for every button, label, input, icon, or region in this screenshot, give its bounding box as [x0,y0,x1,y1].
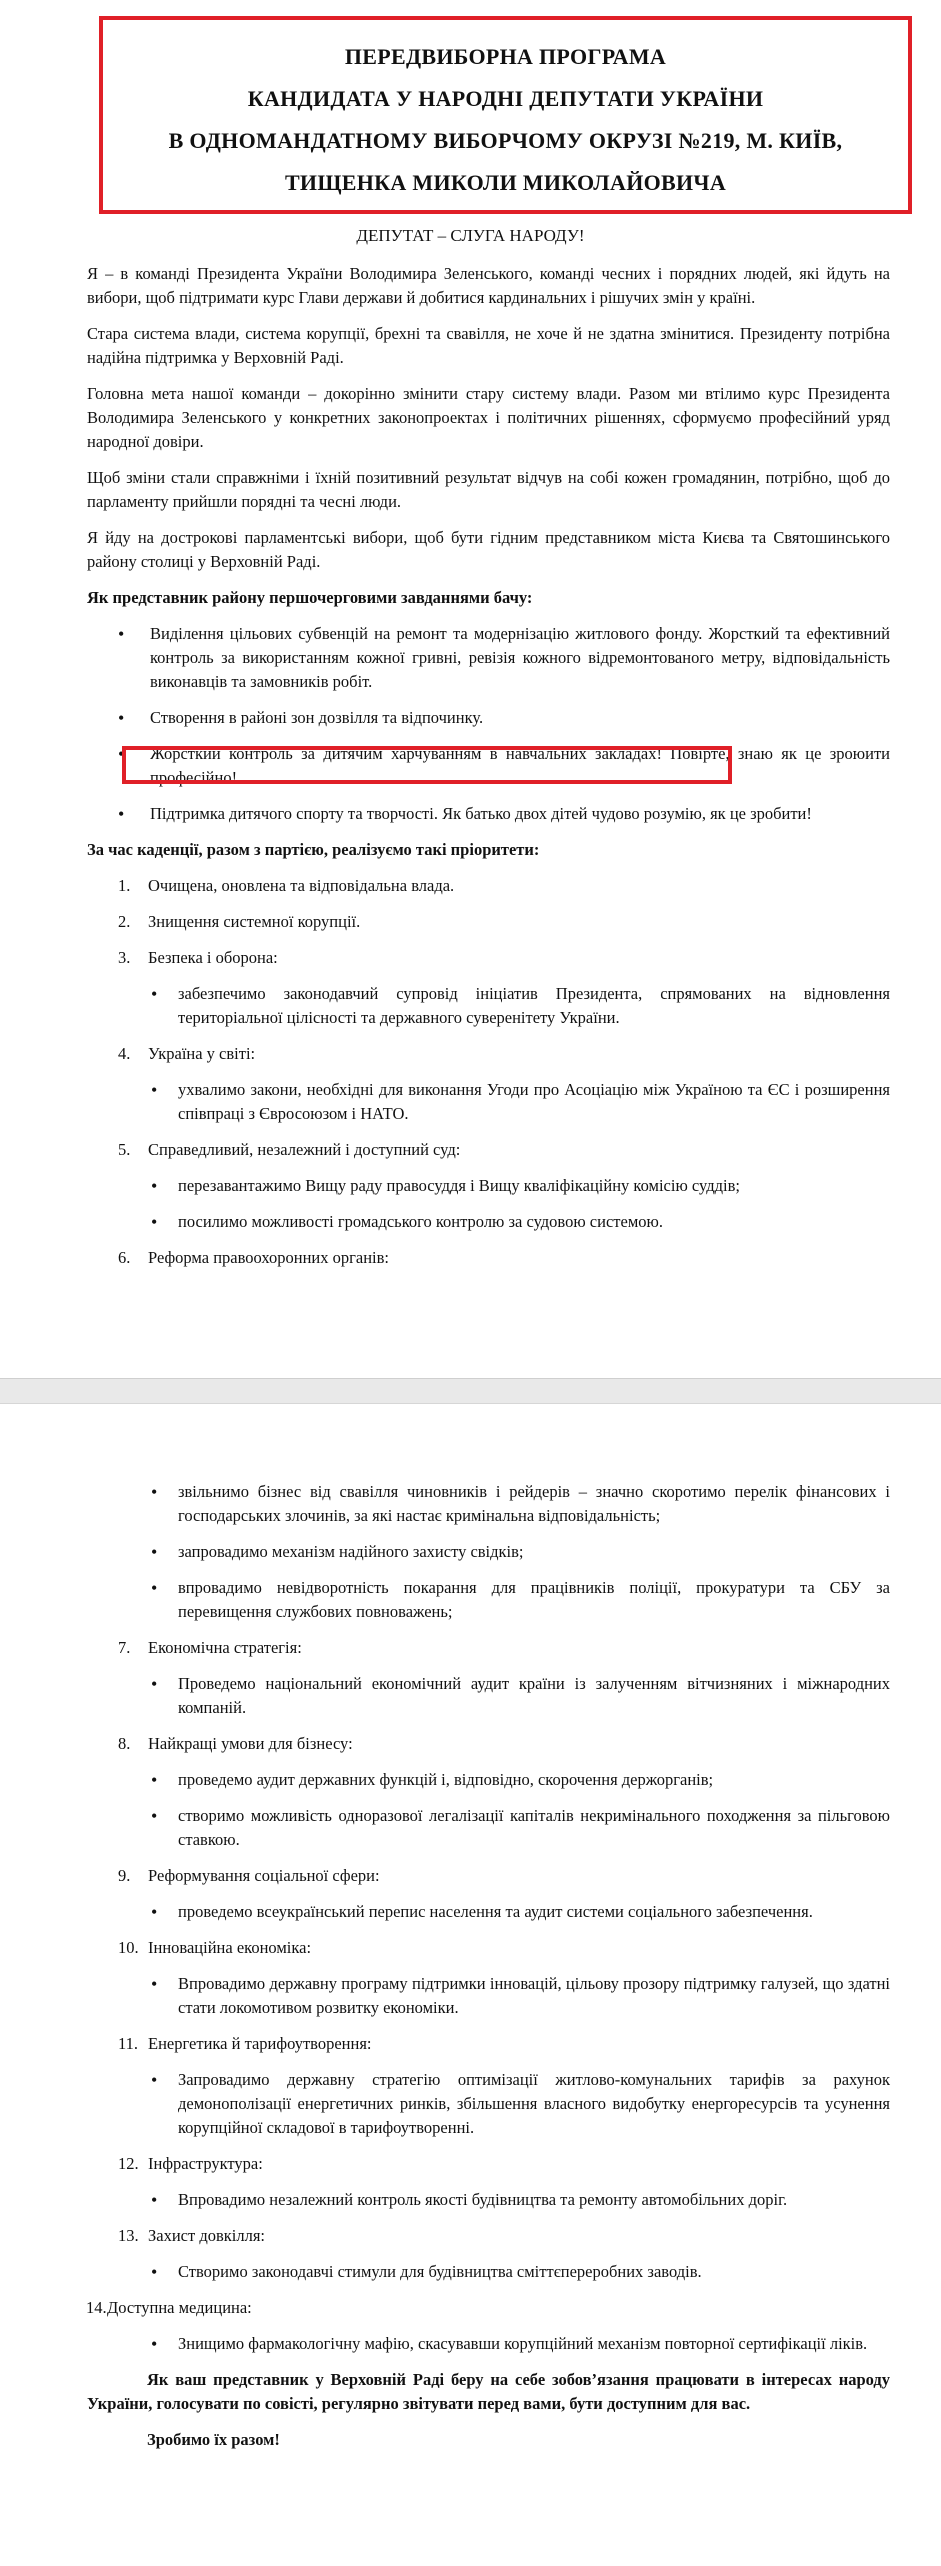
title-line: В ОДНОМАНДАТНОМУ ВИБОРЧОМУ ОКРУЗІ №219, М. КИЇВ, [168,128,843,153]
priorities-continued [87,1480,890,2464]
priority-subitem: • Запровадимо державну стратегію оптимізації житлово-комунальних тарифів за рахунок демонополізації енергетичних ринків, збільшення власного видобутку енергоресурсів та усунення корупційної складової в тарифоутворенні. [87,2068,890,2140]
priorities-list [87,874,890,1270]
district-task-item: • Підтримка дитячого спорту та творчості. Як батько двох дітей чудово розумію, як це зробити! [87,802,890,826]
priority-subitem: • Впровадимо незалежний контроль якості будівництва та ремонту автомобільних доріг. [87,2188,890,2212]
district-task-item-highlighted: • Жорсткий контроль за дитячим харчуванням в навчальних закладах! Повірте, знаю як це зроюити професійно! [87,742,890,790]
title-line: ТИЩЕНКА МИКОЛИ МИКОЛАЙОВИЧА [284,170,727,195]
priority-item [87,1864,890,1924]
priority-label: Інноваційна економіка: [148,1938,312,1957]
priority-item [87,1138,890,1234]
district-task-item: • Виділення цільових субвенцій на ремонт та модернізацію житлового фонду. Жорсткий та ефективний контроль за використанням кожної гривні, ревізія кожного відремонтованого метру, відповідальність виконавців та замовників робіт. [87,622,890,694]
district-task-item: • Створення в районі зон дозвілля та відпочинку. [87,706,890,730]
title-line: КАНДИДАТА У НАРОДНІ ДЕПУТАТИ УКРАЇНИ [247,86,764,111]
intro-paragraph: Я йду на дострокові парламентські вибори, щоб бути гідним представником міста Києва та Святошинського району столиці у Верховній Раді. [87,528,890,571]
priority-number: 4. [118,1044,131,1063]
priority-label: Доступна медицина: [107,2298,252,2317]
priority-item [87,2032,890,2140]
priority-subitem: • Проведемо національний економічний аудит країни із залученням вітчизняних і міжнародних компаній. [87,1672,890,1720]
priority-subitem: • Створимо законодавчі стимули для будівництва сміттєпереробних заводів. [87,2260,890,2284]
priority-item [87,910,890,934]
priority-number: 6. [118,1248,131,1267]
priority-number: 7. [118,1638,131,1657]
priorities-heading: За час каденції, разом з партією, реалізуємо такі пріоритети: [87,840,540,859]
priority-label: Захист довкілля: [148,2226,266,2245]
priority-label: Справедливий, незалежний і доступний суд: [148,1140,461,1159]
priority-subitem: • Впровадимо державну програму підтримки інновацій, цільову прозору підтримку галузей, що здатні стати локомотивом розвитку економіки. [87,1972,890,2020]
priority-subitem: • ухвалимо закони, необхідні для виконання Угоди про Асоціацію між Україною та ЄС і розширення співпраці з Євросоюзом і НАТО. [87,1078,890,1126]
priority-item [87,1246,890,1270]
priority-subitem: • запровадимо механізм надійного захисту свідків; [87,1540,890,1564]
closing-statement: Як ваш представник у Верховній Раді беру на себе зобов’язання працювати в інтересах народу України, голосувати по совісті, регулярно звітувати перед вами, бути доступним для вас. [87,2370,890,2413]
priority-subitem: • перезавантажимо Вищу раду правосуддя і Вищу кваліфікаційну комісію суддів; [87,1174,890,1198]
priority-subitem: • забезпечимо законодавчий супровід ініціатив Президента, спрямованих на відновлення територіальної цілісності та державного суверенітету України. [87,982,890,1030]
intro-paragraph: Головна мета нашої команди – докорінно змінити стару систему влади. Разом ми втілимо курс Президента Володимира Зеленського у конкретних законопроектах і політичних рішеннях, сформуємо професійний уряд народної довіри. [87,384,890,451]
priority-item-14 [87,2296,890,2356]
priority-item [87,1732,890,1852]
page-break [0,1378,941,1404]
priority-label: Безпека і оборона: [148,948,278,967]
priority-number: 3. [118,948,131,967]
program-title-box [99,16,912,214]
priority-subitem: • впровадимо невідворотність покарання для працівників поліції, прокуратури та СБУ за перевищення службових повноважень; [87,1576,890,1624]
priority-label: Найкращі умови для бізнесу: [148,1734,353,1753]
closing-slogan: Зробимо їх разом! [147,2430,280,2449]
priority-label: Економічна стратегія: [148,1638,302,1657]
priority-number: 2. [118,912,131,931]
priority-number: 11. [118,2034,139,2053]
district-task-list [87,622,890,826]
priority-item [87,1636,890,1720]
document-page-2 [0,1404,941,2566]
intro-paragraph: Щоб зміни стали справжніми і їхній позитивний результат відчув на собі кожен громадянин, потрібно, щоб до парламенту прийшли порядні та чесні люди. [87,468,890,511]
priority-subitem: • Знищимо фармакологічну мафію, скасувавши корупційний механізм повторної сертифікації ліків. [87,2332,890,2356]
priority-label: Україна у світі: [148,1044,256,1063]
priority-label: Знищення системної корупції. [148,912,361,931]
law-enforcement-subitems [87,1480,890,1624]
priority-subitem: • проведемо аудит державних функцій і, відповідно, скорочення держорганів; [87,1768,890,1792]
priority-label: Реформа правоохоронних органів: [148,1248,389,1267]
priority-number: 13. [118,2226,139,2245]
priority-number: 5. [118,1140,131,1159]
priority-item [87,2152,890,2212]
priority-subitem: • створимо можливість одноразової легалізації капіталів некримінального походження за пільговою ставкою. [87,1804,890,1852]
priority-label: Інфраструктура: [148,2154,263,2173]
highlight-box [122,746,732,784]
priority-number: 14. [86,2298,107,2317]
priority-subitem: • посилимо можливості громадського контролю за судовою системою. [87,1210,890,1234]
intro-paragraph: Я – в команді Президента України Володимира Зеленського, команді чесних і порядних людей, які йдуть на вибори, щоб підтримати курс Глави держави й добитися кардинальних і рішучих змін у країні. [87,264,890,307]
slogan-subtitle: ДЕПУТАТ – СЛУГА НАРОДУ! [356,226,585,245]
priority-number: 10. [118,1938,139,1957]
priority-item [87,946,890,1030]
priority-item [87,1042,890,1126]
priority-item [87,874,890,898]
intro-paragraph: Стара система влади, система корупції, брехні та свавілля, не хоче й не здатна змінитися. Президенту потрібна надійна підтримка у Верховній Раді. [87,324,890,367]
priority-subitem: • проведемо всеукраїнський перепис населення та аудит системи соціального забезпечення. [87,1900,890,1924]
priority-number: 12. [118,2154,139,2173]
priorities-list [87,1636,890,2284]
district-heading: Як представник району першочерговими завданнями бачу: [87,588,533,607]
title-line: ПЕРЕДВИБОРНА ПРОГРАМА [344,44,667,69]
priority-label: Реформування соціальної сфери: [148,1866,380,1885]
priority-item [87,1936,890,2020]
priority-number: 1. [118,876,131,895]
priority-label: Енергетика й тарифоутворення: [148,2034,372,2053]
priority-item [87,2224,890,2284]
priority-number: 9. [118,1866,131,1885]
priority-number: 8. [118,1734,131,1753]
priority-subitem: • звільнимо бізнес від свавілля чиновників і рейдерів – значно скоротимо перелік фінансових і господарських злочинів, за які настає кримінальна відповідальність; [87,1480,890,1528]
priority-label: Очищена, оновлена та відповідальна влада. [148,876,455,895]
